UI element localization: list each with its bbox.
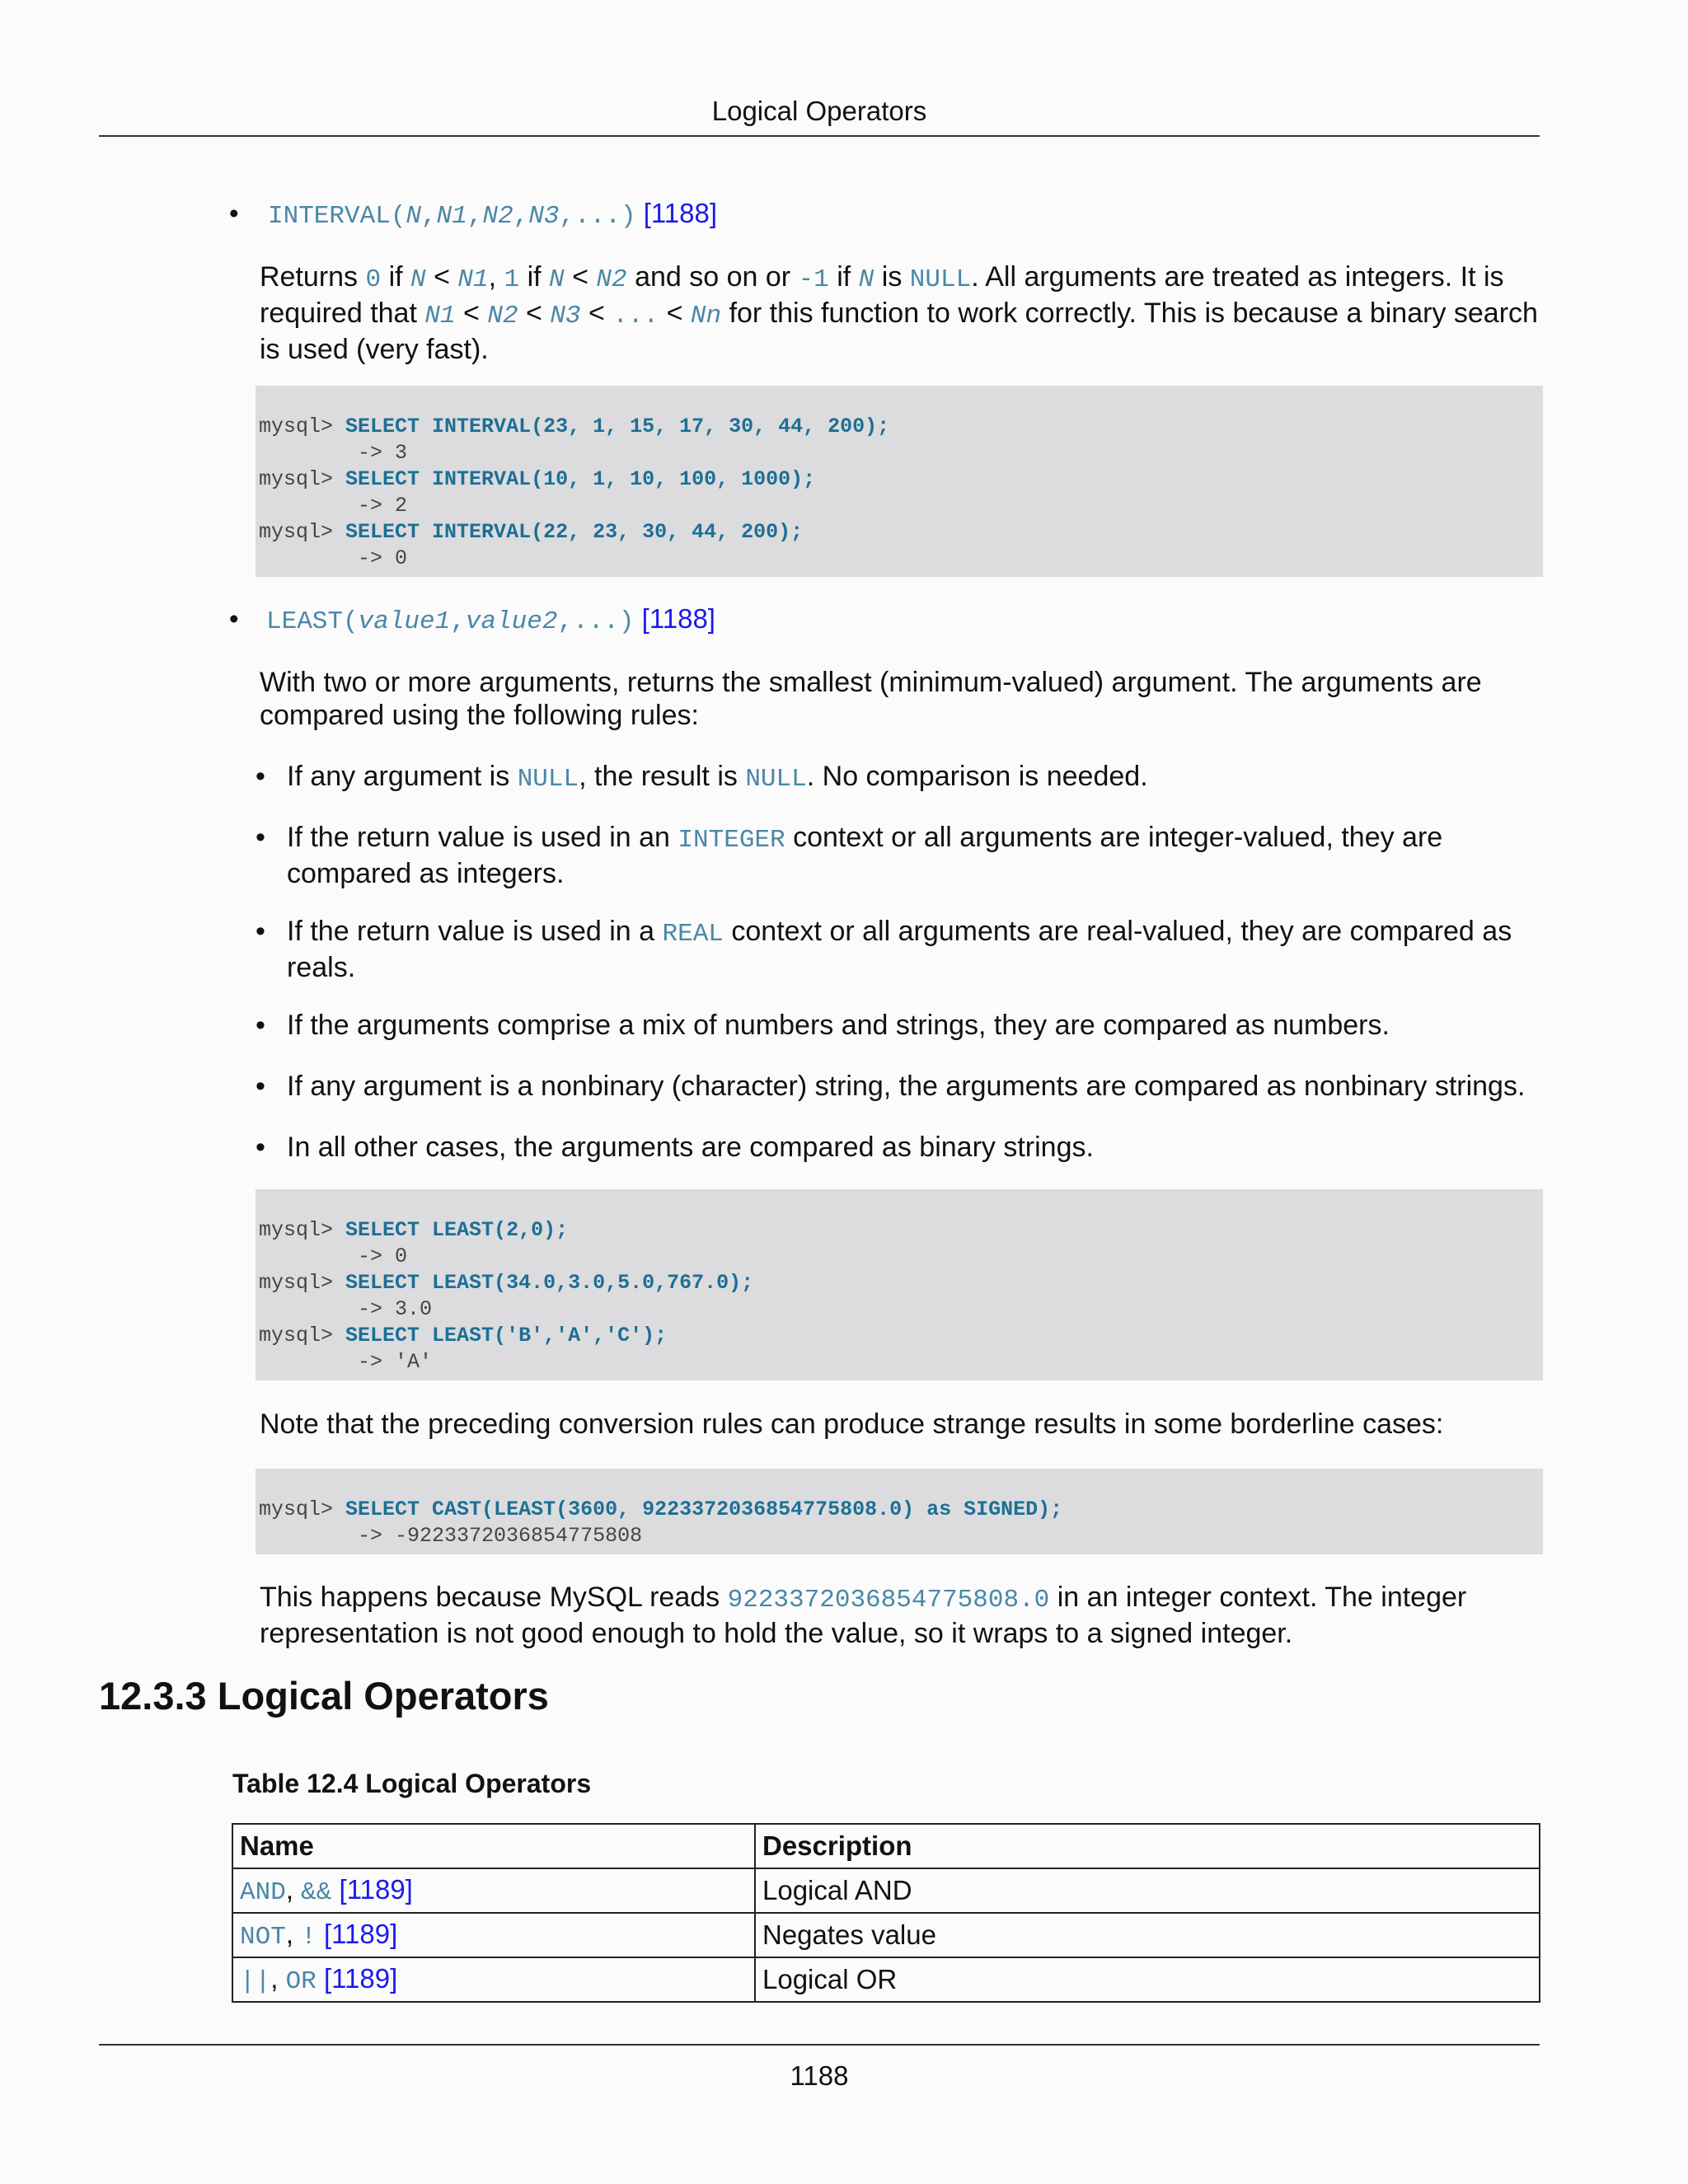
least-intro: With two or more arguments, returns the smallest (minimum-valued) argument. The arguments are compared using the following rules: xyxy=(260,667,1482,731)
least-code-example: mysql> SELECT LEAST(2,0); -> 0 mysql> SELECT LEAST(34.0,3.0,5.0,767.0); -> 3.0 mysql> SELECT LEAST('B','A','C'); -> 'A' xyxy=(256,1189,1543,1380)
bullet-icon: • xyxy=(229,198,239,228)
operator-page-ref-link[interactable]: [1189] xyxy=(339,1874,413,1905)
interval-code-example: mysql> SELECT INTERVAL(23, 1, 15, 17, 30, 44, 200); -> 3 mysql> SELECT INTERVAL(10, 1, 10, 100, 1000); -> 2 mysql> SELECT INTERVAL(22, 23, 30, 44, 200); -> 0 xyxy=(256,386,1543,577)
page-number: 1188 xyxy=(790,2060,849,2091)
interval-page-ref-link[interactable]: [1188] xyxy=(643,198,718,228)
logical-operators-table xyxy=(232,1823,1540,2003)
column-header: Description xyxy=(755,1824,1540,1868)
section-heading: 12.3.3 Logical Operators xyxy=(99,1674,549,1718)
bullet-icon: • xyxy=(229,603,239,634)
least-page-ref-link[interactable]: [1188] xyxy=(641,603,715,634)
least-note: Note that the preceding conversion rules can produce strange results in some borderline cases: xyxy=(260,1408,1444,1440)
column-header: Name xyxy=(232,1824,755,1868)
table-row: ||, OR [1189] Logical OR xyxy=(232,1957,1540,2002)
header-title: Logical Operators xyxy=(711,96,927,126)
running-footer xyxy=(99,2044,1540,2092)
least-explanation: This happens because MySQL reads 9223372036854775808.0 in an integer context. The integer representation is not good enough to hold the value, so it wraps to a signed integer. xyxy=(260,1582,1467,1649)
table-caption: Table 12.4 Logical Operators xyxy=(232,1769,592,1798)
interval-signature: INTERVAL(N,N1,N2,N3,...) [1188] xyxy=(268,198,718,231)
table-header-row xyxy=(232,1824,1540,1868)
running-header xyxy=(99,96,1540,137)
operator-page-ref-link[interactable]: [1189] xyxy=(323,1919,398,1949)
least-signature: LEAST(value1,value2,...) [1188] xyxy=(266,603,715,636)
cast-code-example: mysql> SELECT CAST(LEAST(3600, 9223372036854775808.0) as SIGNED); -> -9223372036854775808 xyxy=(256,1469,1543,1554)
table-row: AND, && [1189] Logical AND xyxy=(232,1868,1540,1913)
operator-page-ref-link[interactable]: [1189] xyxy=(323,1963,398,1994)
table-row: NOT, ! [1189] Negates value xyxy=(232,1913,1540,1957)
interval-description: Returns 0 if N < N1, 1 if N < N2 and so on or -1 if N is NULL. All arguments are treated as integers. It is required that N1 < N2 < N3 < ... < Nn for this function to work correctly. This is because a binary search is used (very fast). xyxy=(260,261,1538,365)
